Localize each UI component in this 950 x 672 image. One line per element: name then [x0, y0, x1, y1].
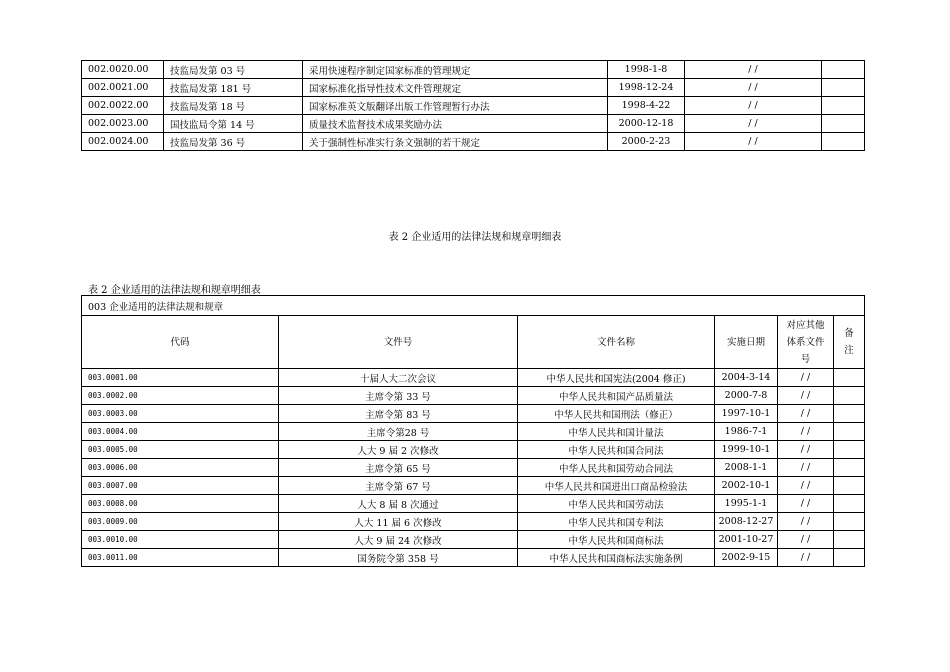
cell-name: 国家标准化指导性技术文件管理规定: [303, 79, 608, 97]
cell-date: 1986-7-1: [715, 423, 778, 441]
cell-date: 1998-12-24: [608, 79, 685, 97]
cell-note: [834, 495, 865, 513]
regulation-table-003: [81, 295, 865, 567]
cell-ref: / /: [685, 79, 822, 97]
header-code: 代码: [82, 316, 279, 369]
cell-note: [834, 405, 865, 423]
cell-date: 1995-1-1: [715, 495, 778, 513]
table-row: [82, 97, 865, 115]
cell-date: 2000-7-8: [715, 387, 778, 405]
cell-name: 采用快速程序制定国家标准的管理规定: [303, 61, 608, 79]
cell-ref: / /: [778, 513, 834, 531]
cell-ref: / /: [778, 477, 834, 495]
table-caption-centered: 表 2 企业适用的法律法规和规章明细表: [388, 232, 562, 243]
cell-code: 003.0008.00: [82, 495, 279, 513]
table-row: [82, 133, 865, 151]
table-title: 003 企业适用的法律法规和规章: [82, 296, 865, 316]
cell-doc-no: 十届人大二次会议: [279, 369, 518, 387]
cell-date: 2008-1-1: [715, 459, 778, 477]
cell-date: 2008-12-27: [715, 513, 778, 531]
cell-ref: / /: [685, 97, 822, 115]
cell-ref: / /: [778, 459, 834, 477]
cell-note: [822, 79, 865, 97]
cell-code: 003.0011.00: [82, 549, 279, 567]
cell-ref: / /: [778, 405, 834, 423]
cell-doc-no: 国务院令第 358 号: [279, 549, 518, 567]
cell-note: [822, 115, 865, 133]
cell-name: 中华人民共和国商标法: [518, 531, 715, 549]
cell-date: 2000-12-18: [608, 115, 685, 133]
cell-doc-no: 主席令第 83 号: [279, 405, 518, 423]
cell-name: 中华人民共和国劳动法: [518, 495, 715, 513]
header-ref: 对应其他体系文件号: [778, 316, 834, 369]
cell-doc-no: 主席令第 65 号: [279, 459, 518, 477]
cell-name: 中华人民共和国进出口商品检验法: [518, 477, 715, 495]
table-row: [82, 459, 865, 477]
table-row: [82, 441, 865, 459]
cell-ref: / /: [778, 369, 834, 387]
cell-code: 002.0020.00: [82, 61, 164, 79]
table-row: [82, 79, 865, 97]
cell-ref: / /: [778, 549, 834, 567]
table-title-row: [82, 296, 865, 316]
cell-ref: / /: [778, 423, 834, 441]
cell-code: 003.0006.00: [82, 459, 279, 477]
table-row: [82, 369, 865, 387]
table-row: [82, 531, 865, 549]
table-row: [82, 477, 865, 495]
cell-ref: / /: [778, 531, 834, 549]
cell-note: [834, 459, 865, 477]
cell-ref: / /: [685, 115, 822, 133]
cell-note: [834, 423, 865, 441]
table-row: [82, 115, 865, 133]
cell-date: 2002-9-15: [715, 549, 778, 567]
cell-doc-no: 国技监局令第 14 号: [164, 115, 303, 133]
table-row: [82, 549, 865, 567]
cell-date: 1999-10-1: [715, 441, 778, 459]
table-row: [82, 423, 865, 441]
cell-note: [834, 549, 865, 567]
cell-doc-no: 主席令第28 号: [279, 423, 518, 441]
cell-doc-no: 技监局发第 18 号: [164, 97, 303, 115]
cell-doc-no: 人大 9 届 2 次修改: [279, 441, 518, 459]
cell-name: 中华人民共和国宪法(2004 修正): [518, 369, 715, 387]
cell-code: 003.0004.00: [82, 423, 279, 441]
header-date: 实施日期: [715, 316, 778, 369]
cell-note: [822, 97, 865, 115]
cell-ref: / /: [685, 133, 822, 151]
cell-name: 中华人民共和国计量法: [518, 423, 715, 441]
cell-code: 003.0002.00: [82, 387, 279, 405]
cell-ref: / /: [778, 441, 834, 459]
cell-code: 002.0023.00: [82, 115, 164, 133]
table-row: [82, 495, 865, 513]
cell-date: 1998-1-8: [608, 61, 685, 79]
cell-doc-no: 主席令第 67 号: [279, 477, 518, 495]
cell-doc-no: 人大 8 届 8 次通过: [279, 495, 518, 513]
cell-date: 2000-2-23: [608, 133, 685, 151]
cell-date: 1997-10-1: [715, 405, 778, 423]
cell-name: 中华人民共和国刑法（修正）: [518, 405, 715, 423]
cell-date: 2002-10-1: [715, 477, 778, 495]
cell-code: 003.0010.00: [82, 531, 279, 549]
cell-ref: / /: [685, 61, 822, 79]
cell-name: 中华人民共和国劳动合同法: [518, 459, 715, 477]
cell-name: 关于强制性标准实行条文强制的若干规定: [303, 133, 608, 151]
header-name: 文件名称: [518, 316, 715, 369]
cell-code: 003.0009.00: [82, 513, 279, 531]
table-caption: 表 2 企业适用的法律法规和规章明细表: [88, 285, 261, 296]
table-header-row: [82, 316, 865, 369]
cell-code: 003.0007.00: [82, 477, 279, 495]
cell-code: 002.0024.00: [82, 133, 164, 151]
header-note: 备注: [834, 316, 865, 369]
cell-note: [834, 513, 865, 531]
cell-doc-no: 主席令第 33 号: [279, 387, 518, 405]
cell-doc-no: 技监局发第 36 号: [164, 133, 303, 151]
table-row: [82, 61, 865, 79]
cell-name: 中华人民共和国产品质量法: [518, 387, 715, 405]
cell-code: 003.0001.00: [82, 369, 279, 387]
cell-name: 质量技术监督技术成果奖励办法: [303, 115, 608, 133]
cell-note: [834, 441, 865, 459]
cell-ref: / /: [778, 387, 834, 405]
cell-name: 中华人民共和国合同法: [518, 441, 715, 459]
cell-note: [822, 61, 865, 79]
cell-note: [834, 477, 865, 495]
cell-note: [834, 531, 865, 549]
cell-doc-no: 人大 9 届 24 次修改: [279, 531, 518, 549]
cell-name: 中华人民共和国专利法: [518, 513, 715, 531]
cell-code: 002.0022.00: [82, 97, 164, 115]
cell-name: 中华人民共和国商标法实施条例: [518, 549, 715, 567]
regulation-table-002: [81, 60, 865, 151]
cell-date: 2004-3-14: [715, 369, 778, 387]
table-row: [82, 387, 865, 405]
cell-code: 003.0003.00: [82, 405, 279, 423]
cell-doc-no: 人大 11 届 6 次修改: [279, 513, 518, 531]
cell-note: [822, 133, 865, 151]
header-doc-no: 文件号: [279, 316, 518, 369]
cell-code: 003.0005.00: [82, 441, 279, 459]
cell-code: 002.0021.00: [82, 79, 164, 97]
cell-note: [834, 387, 865, 405]
cell-doc-no: 技监局发第 03 号: [164, 61, 303, 79]
cell-date: 1998-4-22: [608, 97, 685, 115]
cell-note: [834, 369, 865, 387]
cell-name: 国家标准英文版翻译出版工作管理暂行办法: [303, 97, 608, 115]
cell-ref: / /: [778, 495, 834, 513]
cell-date: 2001-10-27: [715, 531, 778, 549]
table-row: [82, 513, 865, 531]
table-row: [82, 405, 865, 423]
cell-doc-no: 技监局发第 181 号: [164, 79, 303, 97]
